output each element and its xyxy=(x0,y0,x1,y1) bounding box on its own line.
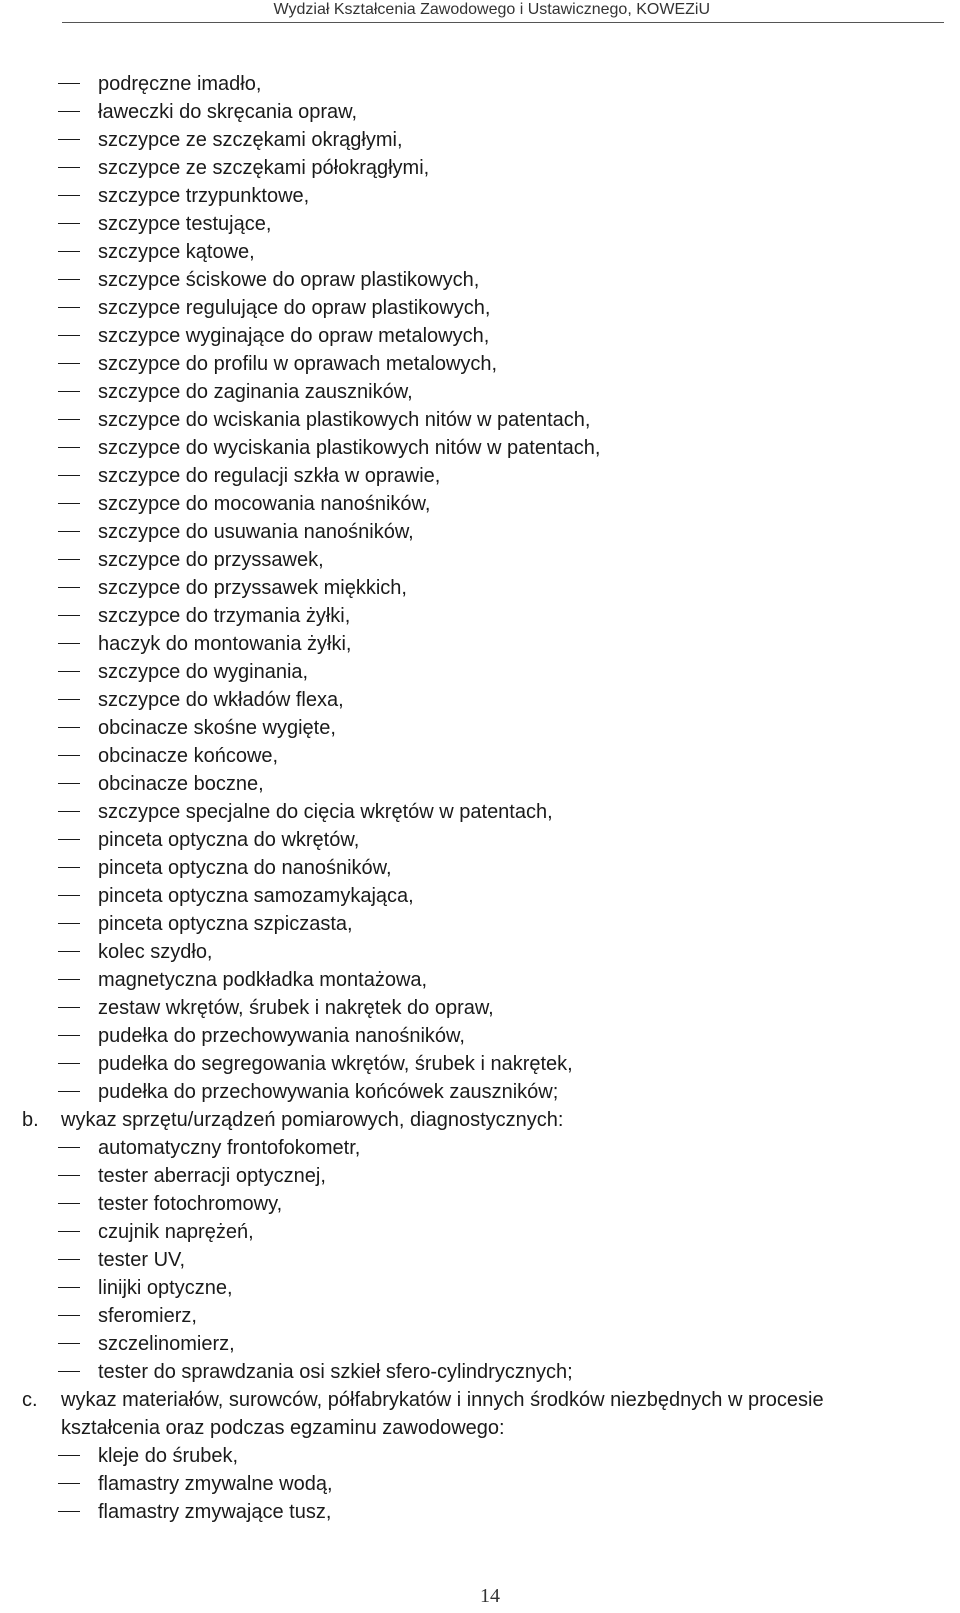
list-item-text: szczypce regulujące do opraw plastikowych, xyxy=(98,297,491,319)
dash-bullet-icon xyxy=(58,839,80,840)
list-item xyxy=(0,1302,960,1330)
dash-bullet-icon xyxy=(58,671,80,672)
dash-bullet-icon xyxy=(58,251,80,252)
list-item xyxy=(0,630,960,658)
list-item xyxy=(0,994,960,1022)
list-item xyxy=(0,98,960,126)
dash-bullet-icon xyxy=(58,979,80,980)
list-item xyxy=(0,1134,960,1162)
list-item-text: szczypce trzypunktowe, xyxy=(98,185,310,207)
list-item xyxy=(0,1246,960,1274)
list-item-text: szczypce specjalne do cięcia wkrętów w patentach, xyxy=(98,801,553,823)
list-item-text: tester aberracji optycznej, xyxy=(98,1165,326,1187)
list-item-text: szczypce kątowe, xyxy=(98,241,255,263)
list-item-text: czujnik naprężeń, xyxy=(98,1221,254,1243)
list-item xyxy=(0,1162,960,1190)
dash-bullet-icon xyxy=(58,307,80,308)
dash-bullet-icon xyxy=(58,559,80,560)
dash-bullet-icon xyxy=(58,1231,80,1232)
list-item xyxy=(0,294,960,322)
section-c-heading-continued xyxy=(0,1414,960,1442)
list-item-text: szczypce do wkładów flexa, xyxy=(98,689,344,711)
list-item-text: tester fotochromowy, xyxy=(98,1193,283,1215)
list-item-text: szczypce ze szczękami półokrągłymi, xyxy=(98,157,430,179)
list-item xyxy=(0,1470,960,1498)
dash-bullet-icon xyxy=(58,811,80,812)
section-c-heading xyxy=(0,1386,960,1414)
list-item xyxy=(0,574,960,602)
dash-bullet-icon xyxy=(58,1147,80,1148)
list-item-text: szczypce ściskowe do opraw plastikowych, xyxy=(98,269,480,291)
list-item xyxy=(0,742,960,770)
list-item xyxy=(0,182,960,210)
list-item-text: flamastry zmywalne wodą, xyxy=(98,1473,333,1495)
list-item-text: szczypce do wyciskania plastikowych nitów w patentach, xyxy=(98,437,601,459)
page-header xyxy=(0,0,960,20)
list-item-text: ławeczki do skręcania opraw, xyxy=(98,101,358,123)
dash-bullet-icon xyxy=(58,1483,80,1484)
list-item xyxy=(0,266,960,294)
dash-bullet-icon xyxy=(58,1287,80,1288)
list-item xyxy=(0,770,960,798)
list-item xyxy=(0,1358,960,1386)
dash-bullet-icon xyxy=(58,867,80,868)
list-item xyxy=(0,854,960,882)
dash-bullet-icon xyxy=(58,699,80,700)
list-item-text: sferomierz, xyxy=(98,1305,197,1327)
dash-bullet-icon xyxy=(58,1035,80,1036)
list-item-text: szczypce do wyginania, xyxy=(98,661,309,683)
dash-bullet-icon xyxy=(58,1063,80,1064)
dash-bullet-icon xyxy=(58,643,80,644)
dash-bullet-icon xyxy=(58,727,80,728)
dash-bullet-icon xyxy=(58,195,80,196)
list-item xyxy=(0,938,960,966)
list-item xyxy=(0,1218,960,1246)
list-item xyxy=(0,490,960,518)
list-item xyxy=(0,798,960,826)
list-item xyxy=(0,1442,960,1470)
dash-bullet-icon xyxy=(58,139,80,140)
list-item-text: flamastry zmywające tusz, xyxy=(98,1501,332,1523)
list-item-text: magnetyczna podkładka montażowa, xyxy=(98,969,428,991)
list-item-text: szczypce wyginające do opraw metalowych, xyxy=(98,325,490,347)
list-item-text: szczypce do usuwania nanośników, xyxy=(98,521,414,543)
dash-bullet-icon xyxy=(58,1371,80,1372)
dash-bullet-icon xyxy=(58,895,80,896)
dash-bullet-icon xyxy=(58,1315,80,1316)
list-item xyxy=(0,658,960,686)
section-b-heading xyxy=(0,1106,960,1134)
dash-bullet-icon xyxy=(58,1259,80,1260)
dash-bullet-icon xyxy=(58,83,80,84)
document-body xyxy=(0,70,960,1526)
list-item xyxy=(0,518,960,546)
list-item-text: szczelinomierz, xyxy=(98,1333,235,1355)
list-item-text: szczypce do regulacji szkła w oprawie, xyxy=(98,465,441,487)
list-item-text: pinceta optyczna do wkrętów, xyxy=(98,829,360,851)
list-item-text: pudełka do przechowywania nanośników, xyxy=(98,1025,465,1047)
dash-bullet-icon xyxy=(58,951,80,952)
dash-bullet-icon xyxy=(58,587,80,588)
list-item-text: obcinacze boczne, xyxy=(98,773,264,795)
list-item xyxy=(0,70,960,98)
section-c-title-line1: wykaz materiałów, surowców, półfabrykatów i innych środków niezbędnych w procesie xyxy=(61,1389,824,1411)
dash-bullet-icon xyxy=(58,1175,80,1176)
list-item-text: szczypce do profilu w oprawach metalowych, xyxy=(98,353,498,375)
list-item xyxy=(0,378,960,406)
list-item xyxy=(0,406,960,434)
list-item xyxy=(0,686,960,714)
page-footer xyxy=(0,1585,960,1608)
list-item-text: automatyczny frontofokometr, xyxy=(98,1137,361,1159)
dash-bullet-icon xyxy=(58,167,80,168)
dash-bullet-icon xyxy=(58,755,80,756)
dash-bullet-icon xyxy=(58,391,80,392)
section-c-title-line2: kształcenia oraz podczas egzaminu zawodowego: xyxy=(61,1417,505,1439)
list-item-text: obcinacze skośne wygięte, xyxy=(98,717,336,739)
list-item xyxy=(0,1274,960,1302)
list-item xyxy=(0,350,960,378)
list-item-text: szczypce do przyssawek miękkich, xyxy=(98,577,407,599)
list-item-text: szczypce do mocowania nanośników, xyxy=(98,493,431,515)
header-title: Wydział Kształcenia Zawodowego i Ustawicznego, KOWEZiU xyxy=(273,1,710,18)
list-item-text: szczypce do zaginania zauszników, xyxy=(98,381,413,403)
dash-bullet-icon xyxy=(58,1091,80,1092)
dash-bullet-icon xyxy=(58,503,80,504)
list-item xyxy=(0,1078,960,1106)
dash-bullet-icon xyxy=(58,111,80,112)
dash-bullet-icon xyxy=(58,1203,80,1204)
list-item-text: pinceta optyczna szpiczasta, xyxy=(98,913,353,935)
list-item-text: szczypce do przyssawek, xyxy=(98,549,324,571)
section-b-marker: b. xyxy=(22,1109,39,1131)
list-item-text: pinceta optyczna samozamykająca, xyxy=(98,885,414,907)
list-item xyxy=(0,1330,960,1358)
dash-bullet-icon xyxy=(58,615,80,616)
list-item xyxy=(0,1190,960,1218)
list-item-text: haczyk do montowania żyłki, xyxy=(98,633,352,655)
list-item xyxy=(0,1022,960,1050)
list-item-text: szczypce testujące, xyxy=(98,213,272,235)
list-item xyxy=(0,434,960,462)
list-item-text: tester UV, xyxy=(98,1249,186,1271)
dash-bullet-icon xyxy=(58,447,80,448)
list-item-text: szczypce do wciskania plastikowych nitów w patentach, xyxy=(98,409,591,431)
list-item xyxy=(0,910,960,938)
list-item xyxy=(0,1050,960,1078)
dash-bullet-icon xyxy=(58,1007,80,1008)
page-number: 14 xyxy=(480,1585,500,1607)
list-item-text: pudełka do przechowywania końcówek zauszników; xyxy=(98,1081,559,1103)
list-item xyxy=(0,238,960,266)
dash-bullet-icon xyxy=(58,279,80,280)
list-item xyxy=(0,126,960,154)
section-b-title: wykaz sprzętu/urządzeń pomiarowych, diagnostycznych: xyxy=(61,1109,564,1131)
dash-bullet-icon xyxy=(58,335,80,336)
list-item-text: linijki optyczne, xyxy=(98,1277,233,1299)
dash-bullet-icon xyxy=(58,363,80,364)
header-divider xyxy=(62,22,944,23)
list-item-text: szczypce do trzymania żyłki, xyxy=(98,605,351,627)
dash-bullet-icon xyxy=(58,419,80,420)
list-item xyxy=(0,602,960,630)
list-item xyxy=(0,546,960,574)
dash-bullet-icon xyxy=(58,1343,80,1344)
list-item-text: zestaw wkrętów, śrubek i nakrętek do opraw, xyxy=(98,997,494,1019)
list-item-text: tester do sprawdzania osi szkieł sfero-cylindrycznych; xyxy=(98,1361,573,1383)
dash-bullet-icon xyxy=(58,783,80,784)
list-item xyxy=(0,714,960,742)
list-item-text: podręczne imadło, xyxy=(98,73,262,95)
equipment-list-a xyxy=(0,70,960,1106)
list-item xyxy=(0,826,960,854)
list-item-text: kleje do śrubek, xyxy=(98,1445,239,1467)
dash-bullet-icon xyxy=(58,1511,80,1512)
list-item xyxy=(0,882,960,910)
equipment-list-b xyxy=(0,1134,960,1386)
list-item-text: pudełka do segregowania wkrętów, śrubek i nakrętek, xyxy=(98,1053,573,1075)
list-item-text: pinceta optyczna do nanośników, xyxy=(98,857,392,879)
list-item xyxy=(0,966,960,994)
dash-bullet-icon xyxy=(58,1455,80,1456)
list-item-text: obcinacze końcowe, xyxy=(98,745,279,767)
list-item xyxy=(0,154,960,182)
dash-bullet-icon xyxy=(58,475,80,476)
dash-bullet-icon xyxy=(58,223,80,224)
equipment-list-c xyxy=(0,1442,960,1526)
list-item xyxy=(0,210,960,238)
section-c-marker: c. xyxy=(22,1389,38,1411)
list-item xyxy=(0,462,960,490)
list-item xyxy=(0,322,960,350)
list-item xyxy=(0,1498,960,1526)
list-item-text: kolec szydło, xyxy=(98,941,213,963)
list-item-text: szczypce ze szczękami okrągłymi, xyxy=(98,129,403,151)
dash-bullet-icon xyxy=(58,531,80,532)
dash-bullet-icon xyxy=(58,923,80,924)
